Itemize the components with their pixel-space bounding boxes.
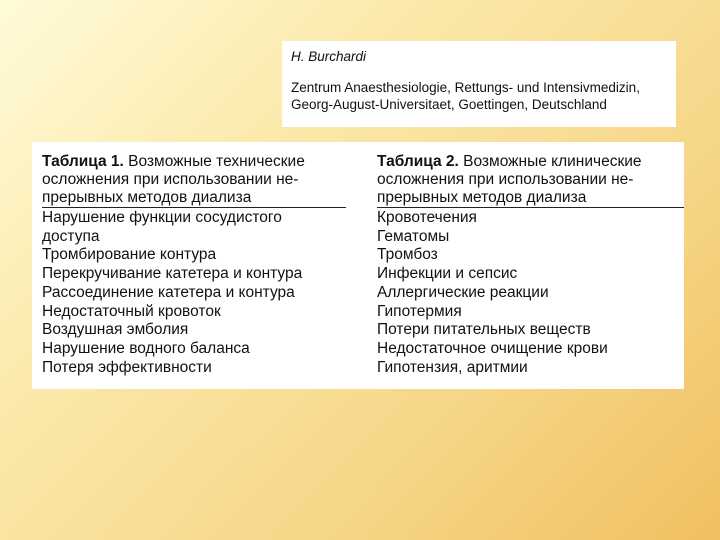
table-1-item: Недостаточный кровоток <box>42 302 221 320</box>
table-1-item: Нарушение водного баланса <box>42 339 250 357</box>
table-2-caption-line-1: Возможные клинические <box>458 153 642 170</box>
table-1-caption-line-2: осложнения при использовании не- <box>42 171 299 188</box>
table-2-item: Потери питательных веществ <box>377 321 591 339</box>
table-2-item: Тромбоз <box>377 246 438 264</box>
table-1-items <box>42 209 346 377</box>
table-1-caption-line-3: прерывных методов диализа <box>42 189 252 206</box>
table-1-item: Перекручивание катетера и контура <box>42 265 303 283</box>
table-1-caption-line-1: Возможные технические <box>123 153 305 170</box>
table-2-caption-line-3: прерывных методов диализа <box>377 189 587 206</box>
tables-panel <box>32 142 684 389</box>
table-2-caption-line-2: осложнения при использовании не- <box>377 171 634 188</box>
table-2 <box>377 152 684 377</box>
table-1-item: Потеря эффективности <box>42 358 212 376</box>
table-1-item: Нарушение функции сосудистого <box>42 209 282 226</box>
table-1-label: Таблица 1. <box>42 153 124 170</box>
table-2-items <box>377 209 684 377</box>
table-2-item: Кровотечения <box>377 209 477 226</box>
table-1-item: доступа <box>42 227 100 245</box>
table-1-item: Рассоединение катетера и контура <box>42 283 295 301</box>
table-2-item: Аллергические реакции <box>377 283 549 301</box>
table-2-item: Гипотензия, аритмии <box>377 358 528 376</box>
table-2-item: Гематомы <box>377 227 450 245</box>
table-1 <box>42 152 346 377</box>
table-1-item: Тромбирование контура <box>42 246 217 264</box>
author-name: H. Burchardi <box>291 49 367 64</box>
table-1-item: Воздушная эмболия <box>42 321 189 339</box>
table-2-caption <box>377 152 684 208</box>
table-2-item: Инфекции и сепсис <box>377 265 518 283</box>
table-2-item: Гипотермия <box>377 302 462 320</box>
table-2-label: Таблица 2. <box>377 153 459 170</box>
table-1-caption <box>42 152 346 208</box>
affiliation-line-1: Zentrum Anaesthesiologie, Rettungs- und Intensivmedizin, <box>291 80 640 95</box>
table-2-item: Недостаточное очищение крови <box>377 339 608 357</box>
affiliation-line-2: Georg-August-Universitaet, Goettingen, Deutschland <box>291 97 607 112</box>
author-box <box>282 41 676 127</box>
